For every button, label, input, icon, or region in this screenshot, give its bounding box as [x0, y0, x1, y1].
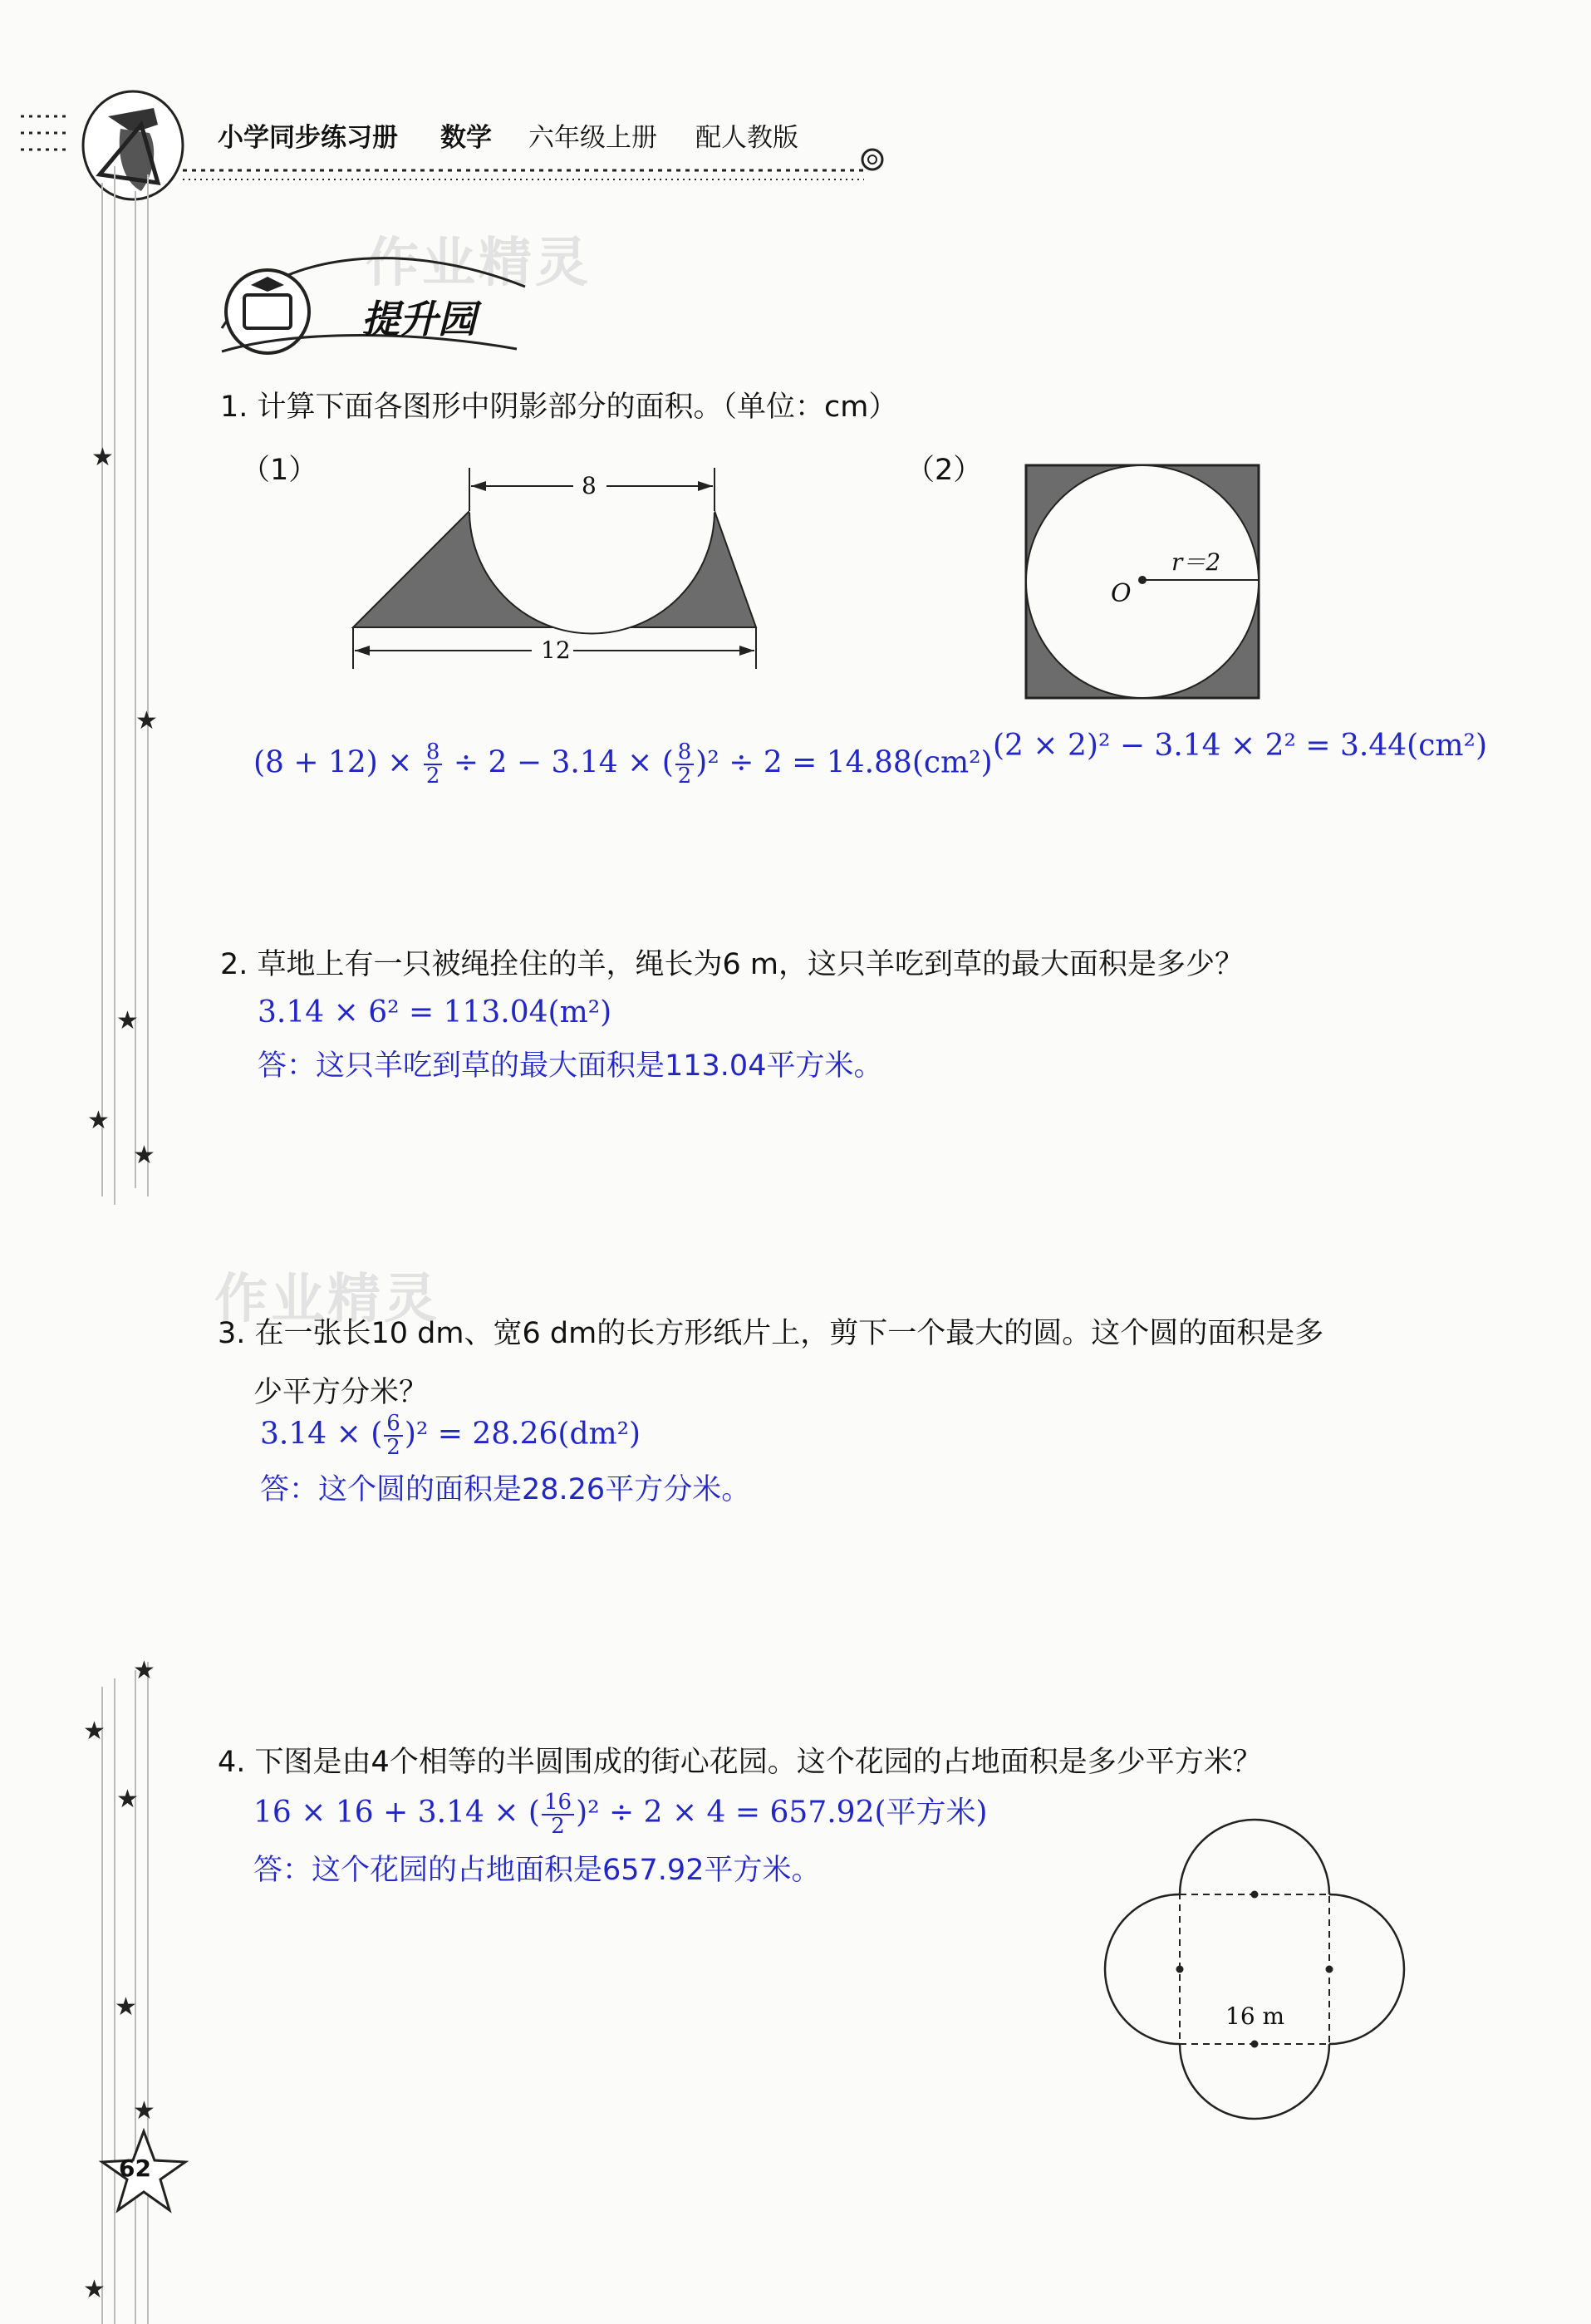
margin-decoration: [0, 166, 191, 2324]
q1-figure2: [1022, 461, 1263, 702]
svg-text:★: ★: [133, 1141, 155, 1170]
fig1-top-label: 8: [582, 472, 597, 499]
q4-fig-label: 16 m: [1225, 2002, 1285, 2030]
q1-text: 1. 计算下面各图形中阴影部分的面积。（单位：cm）: [220, 391, 898, 424]
q1-answer1: (8 + 12) × $\frac{8}{2}$ ÷ 2 − 3.14 × ( $\frac{8}{2}$ )² ÷ 2 = 14.88(cm²): [253, 739, 993, 789]
q1-part1-label: （1）: [241, 454, 318, 487]
q4-figure: [1097, 1815, 1412, 2131]
fig2-center-label: O: [1111, 579, 1132, 608]
q2-text: 2. 草地上有一只被绳拴住的羊，绳长为6 m，这只羊吃到草的最大面积是多少？: [220, 948, 1245, 981]
q4-answer: 答：这个花园的占地面积是657.92平方米。: [253, 1854, 821, 1887]
header-decoration: [0, 0, 1591, 208]
svg-text:★: ★: [116, 1785, 139, 1814]
fig2-radius-label: r＝2: [1171, 548, 1221, 576]
svg-text:★: ★: [116, 1006, 139, 1035]
svg-text:★: ★: [133, 2096, 155, 2125]
watermark-top: 作业精灵: [366, 233, 592, 294]
q4-formula: 16 × 16 + 3.14 × ( $\frac{16}{2}$ )² ÷ 2 × 4 = 657.92(平方米): [253, 1789, 988, 1839]
q2-answer: 答：这只羊吃到草的最大面积是113.04平方米。: [258, 1049, 883, 1083]
page-header: [0, 0, 1591, 208]
svg-text:★: ★: [133, 1656, 155, 1685]
grade: 六年级上册: [528, 123, 657, 153]
svg-text:★: ★: [83, 2275, 106, 2304]
fig1-bottom-label: 12: [541, 636, 571, 664]
watermark-middle: 作业精灵: [214, 1269, 440, 1330]
q4-text: 4. 下图是由4个相等的半圆围成的街心花园。这个花园的占地面积是多少平方米？: [218, 1746, 1262, 1779]
svg-text:★: ★: [115, 1992, 137, 2022]
svg-text:★: ★: [87, 1106, 110, 1135]
q1-part2-label: （2）: [906, 454, 983, 487]
q3-formula: 3.14 × ( $\frac{6}{2}$ )² = 28.26(dm²): [260, 1411, 641, 1461]
edition: 配人教版: [695, 123, 798, 153]
q2-formula: 3.14 × 6² = 113.04(m²): [258, 995, 612, 1029]
q3-answer: 答：这个圆的面积是28.26平方分米。: [260, 1473, 751, 1506]
page-number: 62: [119, 2154, 151, 2182]
svg-text:★: ★: [83, 1717, 106, 1746]
section-title: 提升园: [361, 297, 476, 341]
q1-answer2: (2 × 2)² − 3.14 × 2² = 3.44(cm²): [993, 729, 1488, 763]
q3-text-line1: 3. 在一张长10 dm、宽6 dm的长方形纸片上，剪下一个最大的圆。这个圆的面积是多: [218, 1317, 1324, 1350]
svg-text:★: ★: [135, 706, 158, 735]
svg-text:★: ★: [91, 443, 114, 472]
q3-text-line2: 少平方分米？: [253, 1376, 429, 1409]
subject: 数学: [440, 123, 492, 153]
book-title: 小学同步练习册: [218, 123, 398, 153]
